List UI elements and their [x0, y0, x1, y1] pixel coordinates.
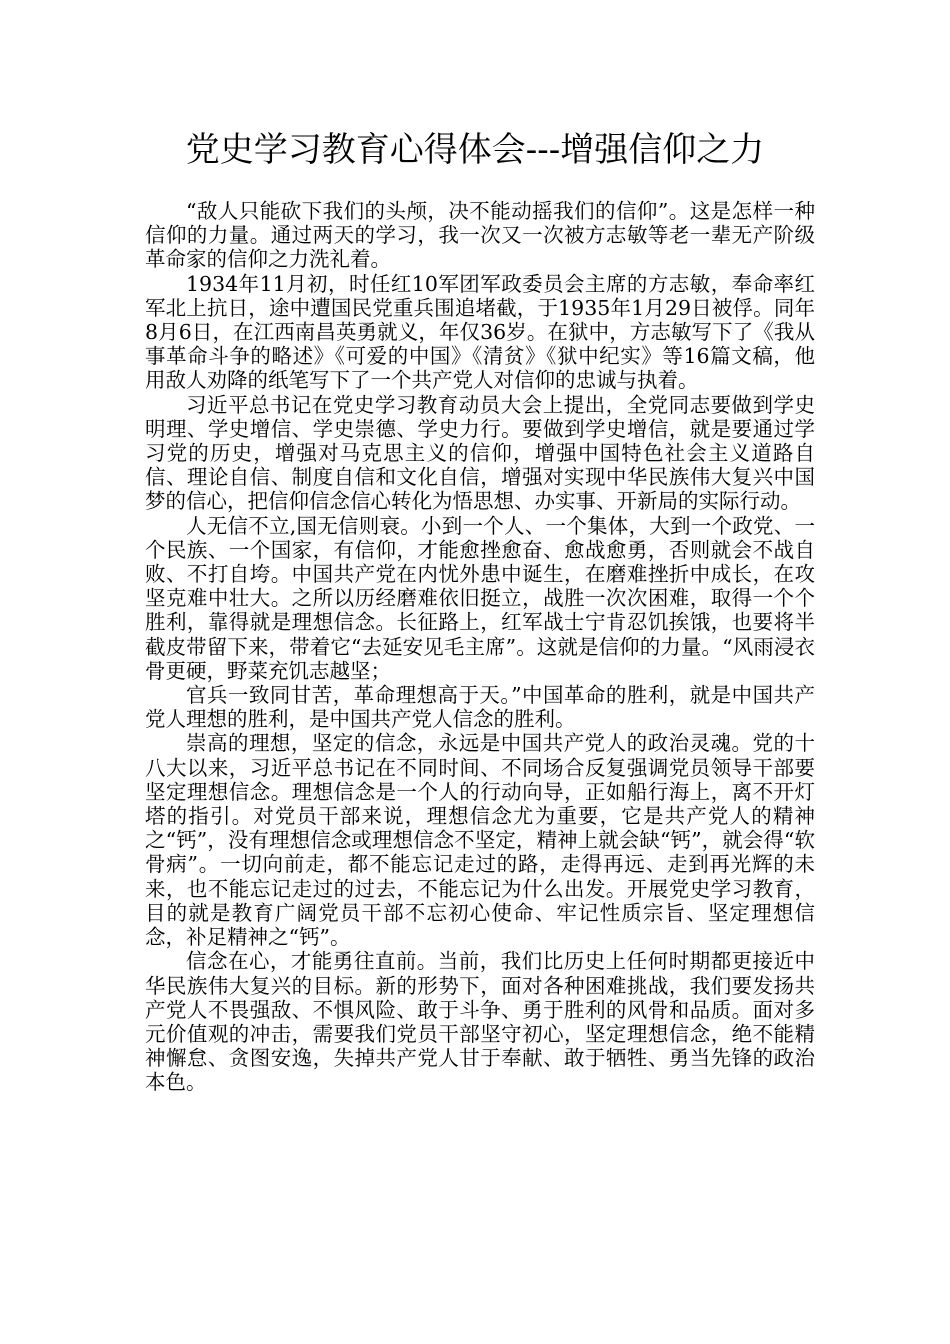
paragraph-7: 信念在心，才能勇往直前。当前，我们比历史上任何时期都更接近中华民族伟大复兴的目标。新的形势下，面对各种困难挑战，我们要发扬共产党人不畏强敌、不惧风险、敢于斗争、勇于胜利的风骨和品质。面对多元价值观的冲击，需要我们党员干部坚守初心，坚定理想信念，绝不能精神懈怠、贪图安逸，失掉共产党人甘于奉献、敢于牺牲、勇当先锋的政治本色。: [145, 949, 815, 1095]
document-title: 党史学习教育心得体会---增强信仰之力: [185, 130, 765, 170]
paragraph-1: “敌人只能砍下我们的头颅，决不能动摇我们的信仰”。这是怎样一种信仰的力量。通过两天的学习，我一次又一次被方志敏等老一辈无产阶级革命家的信仰之力洗礼着。: [145, 199, 815, 272]
paragraph-2: 1934年11月初，时任红10军团军政委员会主席的方志敏，奉命率红军北上抗日，途中遭国民党重兵围追堵截，于1935年1月29日被俘。同年8月6日，在江西南昌英勇就义，年仅36岁。在狱中，方志敏写下了《我从事革命斗争的略述》《可爱的中国》《清贫》《狱中纪实》等16篇文稿，他用敌人劝降的纸笔写下了一个共产党人对信仰的忠诚与执着。: [145, 271, 815, 393]
paragraph-3: 习近平总书记在党史学习教育动员大会上提出，全党同志要做到学史明理、学史增信、学史崇德、学史力行。要做到学史增信，就是要通过学习党的历史，增强对马克思主义的信仰，增强中国特色社会主义道路自信、理论自信、制度自信和文化自信，增强对实现中华民族伟大复兴中国梦的信心，把信仰信念信心转化为悟思想、办实事、开新局的实际行动。: [145, 392, 815, 514]
paragraph-5: 官兵一致同甘苦，革命理想高于天。”中国革命的胜利，就是中国共产党人理想的胜利，是中国共产党人信念的胜利。: [145, 683, 815, 732]
document-body: [145, 199, 815, 1095]
paragraph-4: 人无信不立,国无信则衰。小到一个人、一个集体，大到一个政党、一个民族、一个国家，有信仰，才能愈挫愈奋、愈战愈勇，否则就会不战自败、不打自垮。中国共产党在内忧外患中诞生，在磨难挫折中成长，在攻坚克难中壮大。之所以历经磨难依旧挺立，战胜一次次困难，取得一个个胜利，靠得就是理想信念。长征路上，红军战士宁肯忍饥挨饿，也要将半截皮带留下来，带着它“去延安见毛主席”。这就是信仰的力量。“风雨浸衣骨更硬，野菜充饥志越坚；: [145, 513, 815, 683]
paragraph-6: 崇高的理想，坚定的信念，永远是中国共产党人的政治灵魂。党的十八大以来，习近平总书记在不同时间、不同场合反复强调党员领导干部要坚定理想信念。理想信念是一个人的行动向导，正如船行海上，离不开灯塔的指引。对党员干部来说，理想信念尤为重要，它是共产党人的精神之“钙”，没有理想信念或理想信念不坚定，精神上就会缺“钙”，就会得“软骨病”。一切向前走，都不能忘记走过的路，走得再远、走到再光辉的未来，也不能忘记走过的过去，不能忘记为什么出发。开展党史学习教育，目的就是教育广阔党员干部不忘初心使命、牢记性质宗旨、坚定理想信念，补足精神之“钙”。: [145, 731, 815, 950]
